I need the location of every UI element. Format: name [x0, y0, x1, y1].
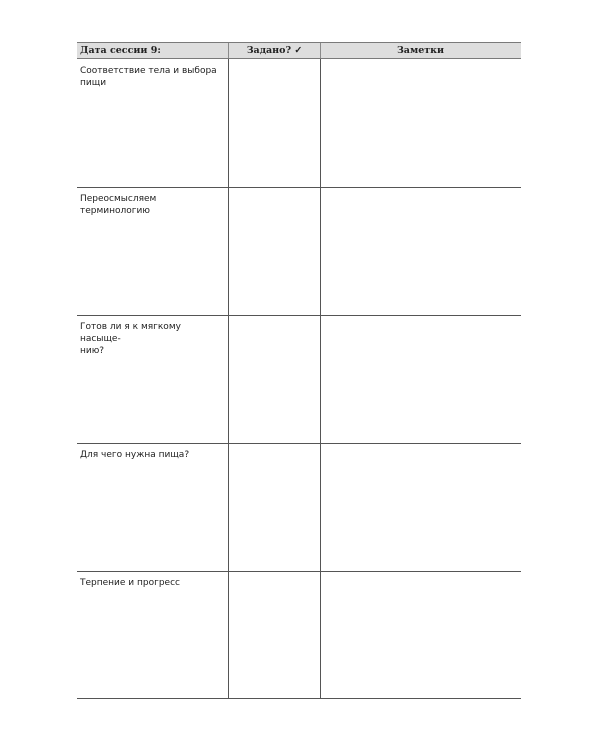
header-divider — [320, 43, 321, 58]
table-row-topic — [80, 577, 220, 589]
topic-line: Для чего нужна пища? — [80, 450, 190, 460]
done-cell[interactable] — [229, 188, 320, 315]
notes-cell[interactable] — [321, 60, 521, 187]
session-table — [77, 42, 521, 699]
table-header — [77, 42, 521, 59]
notes-cell[interactable] — [321, 188, 521, 315]
topic-line: Терпение и прогресс — [80, 578, 180, 588]
notes-cell[interactable] — [321, 572, 521, 698]
table-row-topic — [80, 449, 220, 461]
notes-cell[interactable] — [321, 444, 521, 571]
done-cell[interactable] — [229, 444, 320, 571]
done-cell[interactable] — [229, 60, 320, 187]
topic-line: пищи — [80, 78, 107, 88]
topic-line: Переосмысляем терминологию — [80, 194, 157, 216]
header-divider — [228, 43, 229, 58]
header-done: Задано? ✓ — [246, 45, 303, 56]
done-cell[interactable] — [229, 316, 320, 443]
header-notes: Заметки — [396, 45, 445, 56]
done-cell[interactable] — [229, 572, 320, 698]
topic-line: Соответствие тела и выбора — [80, 66, 217, 76]
table-row-topic — [80, 193, 220, 217]
topic-line: нию? — [80, 346, 105, 356]
table-row-topic — [80, 65, 220, 89]
topic-line: Готов ли я к мягкому насыще- — [80, 322, 181, 344]
notes-cell[interactable] — [321, 316, 521, 443]
row-divider — [77, 698, 521, 699]
header-session-date: Дата сессии 9: — [80, 45, 161, 56]
table-row-topic — [80, 321, 220, 357]
